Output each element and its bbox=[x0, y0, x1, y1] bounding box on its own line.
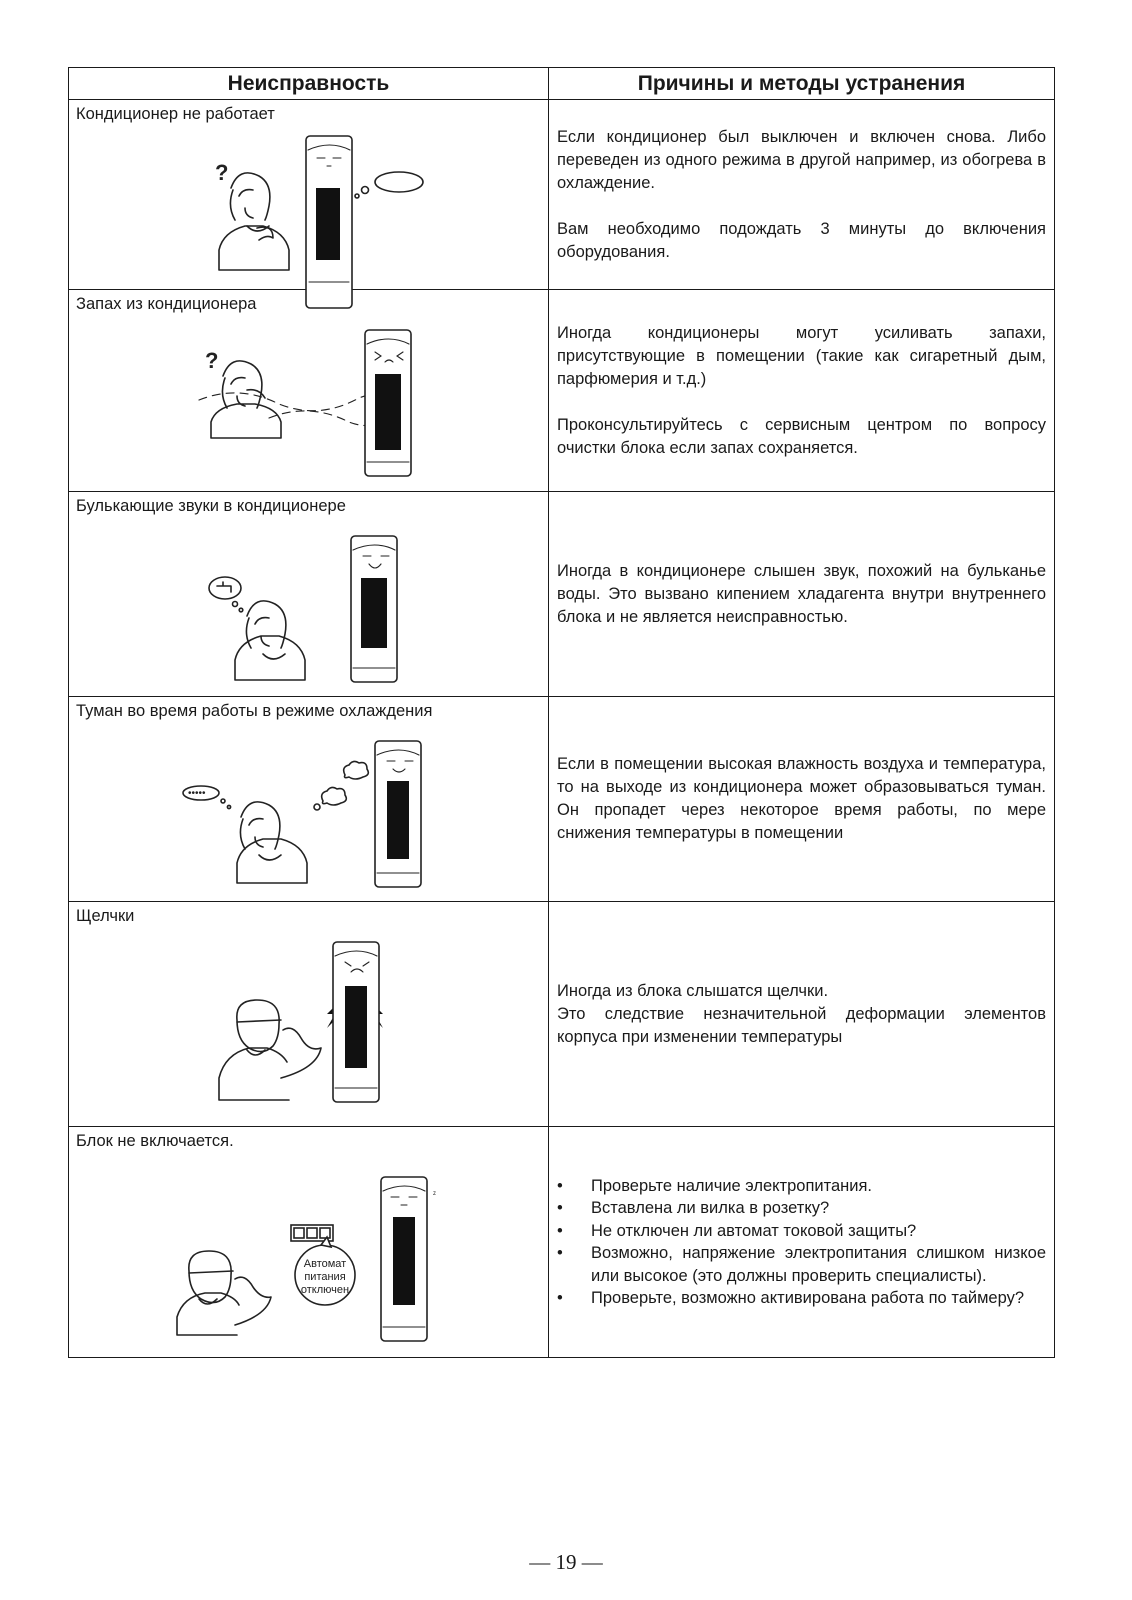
solution-paragraph: Иногда из блока слышатся щелчки. bbox=[557, 981, 829, 1000]
woman-and-smelling-unit-icon bbox=[69, 290, 549, 492]
table-row bbox=[69, 492, 1055, 697]
list-item: • Проверьте наличие электропитания. bbox=[557, 1175, 1046, 1198]
list-item: • Вставлена ли вилка в розетку? bbox=[557, 1197, 1046, 1220]
breaker-bubble-line: питания bbox=[304, 1271, 346, 1283]
breaker-bubble-line: отключен bbox=[300, 1284, 350, 1296]
solution-cell bbox=[549, 290, 1055, 492]
fault-title: Кондиционер не работает bbox=[76, 105, 275, 123]
solution-paragraph: Если в помещении высокая влажность воздуха и температура, то на выходе из кондиционера может образовываться туман. Он пропадет через некоторое время работы, по мере снижения температуры в помещении bbox=[557, 755, 1046, 842]
man-and-breaker-off-unit-icon bbox=[69, 1127, 549, 1358]
fault-title: Булькающие звуки в кондиционере bbox=[76, 497, 346, 515]
table-header-row bbox=[69, 68, 1055, 100]
solution-paragraph: Иногда в кондиционере слышен звук, похожий на бульканье воды. Это вызвано кипением хладагента внутри внутреннего блока и не является неисправностью. bbox=[557, 561, 1046, 626]
list-item: • Не отключен ли автомат токовой защиты? bbox=[557, 1220, 1046, 1243]
man-and-clicking-unit-icon bbox=[69, 902, 549, 1127]
table-row bbox=[69, 100, 1055, 290]
fault-cell bbox=[69, 1127, 549, 1358]
svg-text:?: ? bbox=[215, 160, 229, 185]
solution-paragraph: Это следствие незначительной деформации элементов корпуса при изменении температуры bbox=[557, 1004, 1046, 1046]
fault-cell bbox=[69, 290, 549, 492]
list-item: • Возможно, напряжение электропитания слишком низкое или высокое (это должны проверить специалисты). bbox=[557, 1242, 1046, 1287]
solution-cell bbox=[549, 1127, 1055, 1358]
table-row bbox=[69, 1127, 1055, 1358]
svg-text:?: ? bbox=[205, 348, 219, 373]
solution-cell bbox=[549, 100, 1055, 290]
solution-paragraph: Вам необходимо подождать 3 минуты до включения оборудования. bbox=[557, 219, 1046, 261]
woman-and-fog-unit-icon bbox=[69, 697, 549, 902]
confused-woman-and-sleeping-unit-icon bbox=[69, 100, 549, 290]
woman-thinking-of-faucet-icon bbox=[69, 492, 549, 697]
fault-cell bbox=[69, 492, 549, 697]
solution-cell bbox=[549, 902, 1055, 1127]
solution-paragraph: Проконсультируйтесь с сервисным центром по вопросу очистки блока если запах сохраняется. bbox=[557, 415, 1046, 457]
header-fault: Неисправность bbox=[69, 68, 549, 100]
check-list bbox=[557, 1175, 1046, 1310]
breaker-bubble-line: Автомат bbox=[303, 1258, 347, 1270]
page-number: — 19 — bbox=[529, 1550, 603, 1574]
solution-cell bbox=[549, 492, 1055, 697]
table-row bbox=[69, 290, 1055, 492]
svg-text:z: z bbox=[433, 1191, 436, 1197]
troubleshooting-table bbox=[68, 67, 1055, 1358]
fault-cell bbox=[69, 902, 549, 1127]
list-item: • Проверьте, возможно активирована работа по таймеру? bbox=[557, 1287, 1046, 1310]
solution-cell bbox=[549, 697, 1055, 902]
table-row bbox=[69, 697, 1055, 902]
fault-title: Туман во время работы в режиме охлаждения bbox=[76, 702, 433, 720]
header-causes: Причины и методы устранения bbox=[549, 68, 1055, 100]
fault-title: Блок не включается. bbox=[76, 1132, 234, 1150]
solution-paragraph: Иногда кондиционеры могут усиливать запахи, присутствующие в помещении (такие как сигаретный дым, парфюмерия и т.д.) bbox=[557, 323, 1046, 388]
fault-cell bbox=[69, 697, 549, 902]
fault-cell bbox=[69, 100, 549, 290]
svg-text:•••••: ••••• bbox=[188, 788, 206, 799]
fault-title: Запах из кондиционера bbox=[76, 295, 257, 313]
fault-title: Щелчки bbox=[76, 907, 135, 925]
table-row bbox=[69, 902, 1055, 1127]
solution-paragraph: Если кондиционер был выключен и включен снова. Либо переведен из одного режима в другой например, из обогрева в охлаждение. bbox=[557, 127, 1046, 192]
